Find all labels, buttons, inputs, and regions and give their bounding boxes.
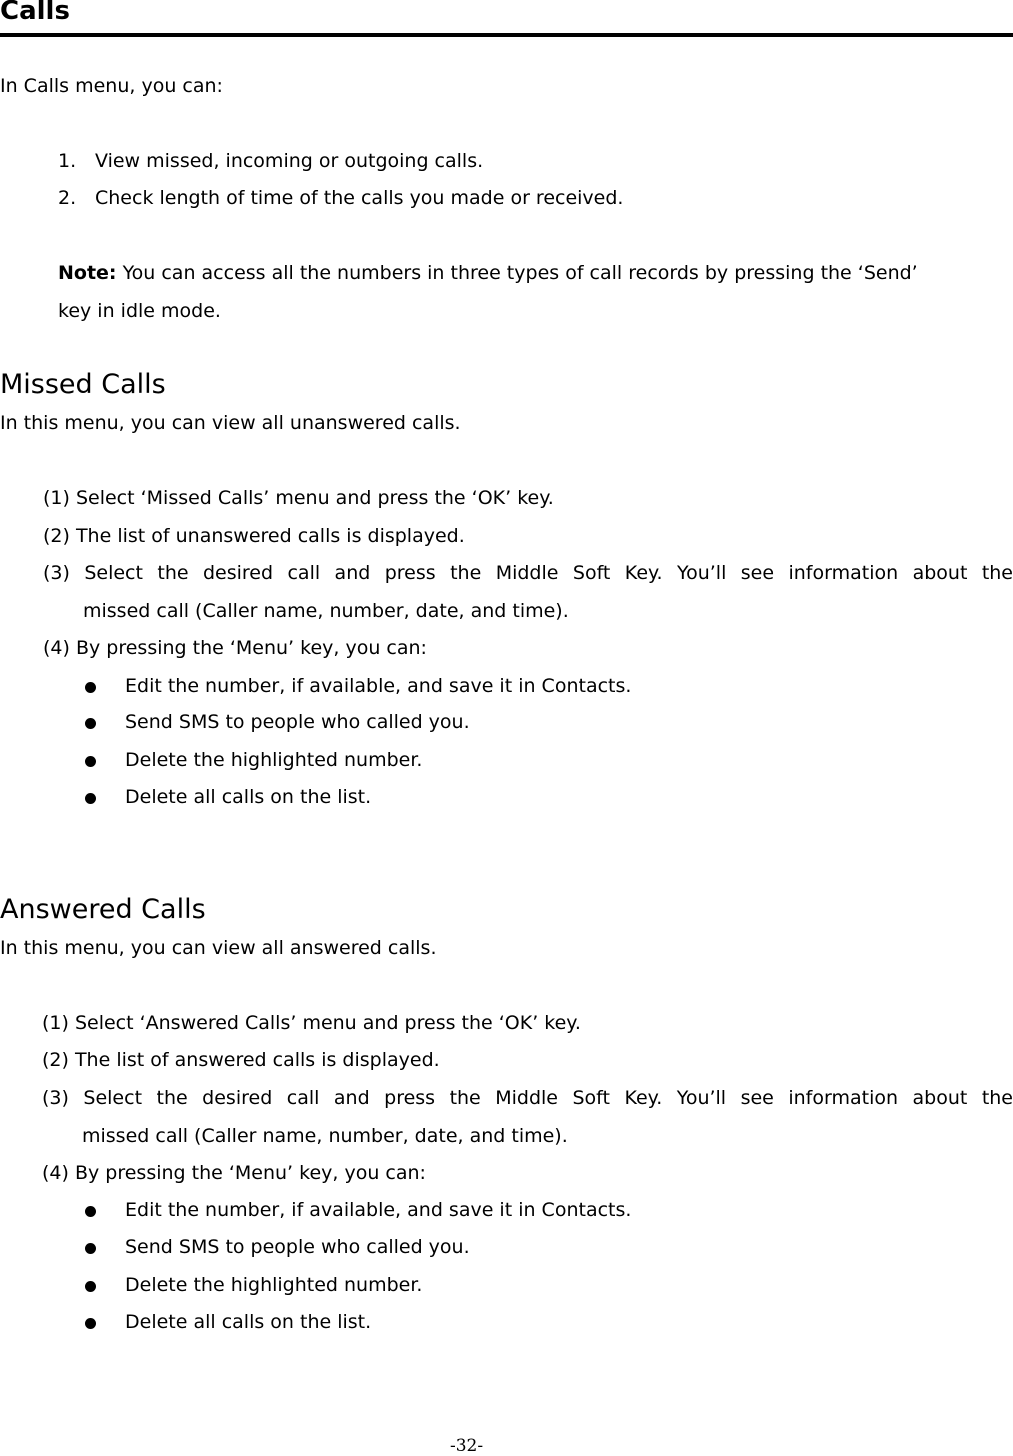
intro-text: In Calls menu, you can: [0,75,223,97]
intro-list-item-2: Check length of time of the calls you made or received. [95,187,624,209]
answered-bullet-2: Send SMS to people who called you. [125,1236,470,1258]
answered-step-4: (4) By pressing the ‘Menu’ key, you can: [42,1162,426,1184]
title-rule [0,33,1013,37]
note-line-1 [58,262,918,284]
missed-bullet-3: Delete the highlighted number. [125,749,423,771]
missed-bullet-2: Send SMS to people who called you. [125,711,470,733]
missed-calls-desc: In this menu, you can view all unanswered calls. [0,412,461,434]
page-number: -32- [450,1436,484,1456]
note-text: You can access all the numbers in three types of call records by pressing the ‘Send’ [116,262,918,284]
intro-list-item-1: View missed, incoming or outgoing calls. [95,150,484,172]
missed-step-4: (4) By pressing the ‘Menu’ key, you can: [43,637,427,659]
page-title: Calls [0,0,70,26]
missed-step-3: (3) Select the desired call and press the Middle Soft Key. You’ll see information about the [43,562,1013,584]
bullet-dot-icon [85,682,96,693]
answered-bullet-3: Delete the highlighted number. [125,1274,423,1296]
bullet-dot-icon [85,793,96,804]
missed-step-3-cont: missed call (Caller name, number, date, and time). [83,600,569,622]
answered-bullet-1: Edit the number, if available, and save it in Contacts. [125,1199,632,1221]
answered-bullet-4: Delete all calls on the list. [125,1311,372,1333]
missed-calls-heading: Missed Calls [0,369,166,400]
bullet-dot-icon [85,1318,96,1329]
missed-step-1: (1) Select ‘Missed Calls’ menu and press the ‘OK’ key. [43,487,554,509]
bullet-dot-icon [85,1243,96,1254]
answered-step-3-cont: missed call (Caller name, number, date, and time). [82,1125,568,1147]
answered-step-1: (1) Select ‘Answered Calls’ menu and press the ‘OK’ key. [42,1012,581,1034]
missed-bullet-1: Edit the number, if available, and save it in Contacts. [125,675,632,697]
missed-step-2: (2) The list of unanswered calls is displayed. [43,525,465,547]
answered-step-3: (3) Select the desired call and press the Middle Soft Key. You’ll see information about the [42,1087,1013,1109]
answered-step-2: (2) The list of answered calls is displayed. [42,1049,440,1071]
intro-list-num-1: 1. [58,150,77,172]
missed-bullet-4: Delete all calls on the list. [125,786,372,808]
note-label: Note: [58,262,117,284]
answered-calls-heading: Answered Calls [0,894,206,925]
bullet-dot-icon [85,756,96,767]
bullet-dot-icon [85,1281,96,1292]
intro-list-num-2: 2. [58,187,77,209]
note-line-2: key in idle mode. [58,300,221,322]
bullet-dot-icon [85,718,96,729]
answered-calls-desc: In this menu, you can view all answered calls. [0,937,437,959]
bullet-dot-icon [85,1206,96,1217]
